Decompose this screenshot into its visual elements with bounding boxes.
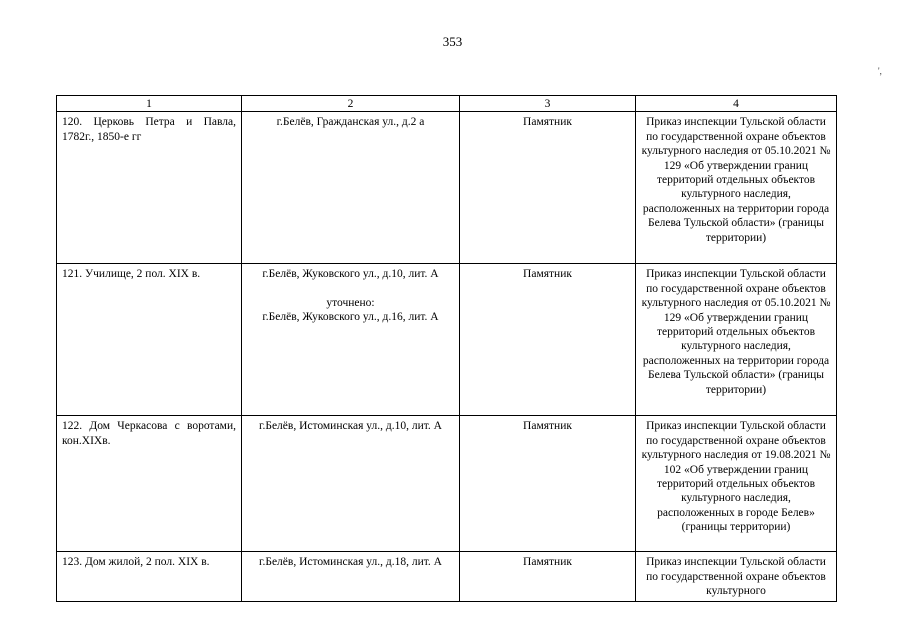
- column-header-4: 4: [636, 96, 837, 112]
- object-name-cell: 121. Училище, 2 пол. XIX в.: [57, 264, 242, 416]
- address-spacer: [247, 282, 454, 296]
- column-header-1: 1: [57, 96, 242, 112]
- address-text: г.Белёв, Истоминская ул., д.10, лит. А: [259, 420, 442, 433]
- address-note: уточнено:: [326, 296, 375, 309]
- address-cell: [242, 552, 460, 601]
- table-row: [57, 112, 837, 264]
- table-row: [57, 416, 837, 552]
- object-name-cell: 122. Дом Черкасова с воротами, кон.XIXв.: [57, 416, 242, 552]
- object-name-cell: 123. Дом жилой, 2 пол. XIX в.: [57, 552, 242, 601]
- heritage-objects-table: [56, 95, 837, 602]
- object-name-cell: 120. Церковь Петра и Павла, 1782г., 1850-е гг: [57, 112, 242, 264]
- document-cell: Приказ инспекции Тульской области по государственной охране объектов культурного наследия от 05.10.2021 № 129 «Об утверждении границ территорий отдельных объектов культурного наследия, расположенных на территории города Белева Тульской области» (границы территории): [636, 112, 837, 264]
- address-cell: [242, 264, 460, 416]
- document-cell: Приказ инспекции Тульской области по государственной охране объектов культурного: [636, 552, 837, 601]
- table-row: [57, 552, 837, 601]
- address-text: г.Белёв, Истоминская ул., д.18, лит. А: [259, 556, 442, 569]
- column-header-2: 2: [242, 96, 460, 112]
- category-cell: Памятник: [460, 264, 636, 416]
- address-text: г.Белёв, Гражданская ул., д.2 а: [276, 116, 425, 129]
- table-header-row: [57, 96, 837, 112]
- table-row: [57, 264, 837, 416]
- column-header-3: 3: [460, 96, 636, 112]
- document-cell: Приказ инспекции Тульской области по государственной охране объектов культурного наследия от 19.08.2021 № 102 «Об утверждении границ территорий отдельных объектов культурного наследия, расположенных в городе Белев» (границы территории): [636, 416, 837, 552]
- address-clarified-text: г.Белёв, Жуковского ул., д.16, лит. А: [262, 311, 439, 324]
- category-cell: Памятник: [460, 416, 636, 552]
- category-cell: Памятник: [460, 112, 636, 264]
- address-cell: [242, 416, 460, 552]
- document-cell: Приказ инспекции Тульской области по государственной охране объектов культурного наследия от 05.10.2021 № 129 «Об утверждении границ территорий отдельных объектов культурного наследия, расположенных на территории города Белева Тульской области» (границы территории): [636, 264, 837, 416]
- scan-mark: ',: [878, 66, 882, 76]
- page-number: 353: [442, 34, 463, 49]
- address-text: г.Белёв, Жуковского ул., д.10, лит. А: [262, 268, 439, 281]
- category-cell: Памятник: [460, 552, 636, 601]
- address-cell: [242, 112, 460, 264]
